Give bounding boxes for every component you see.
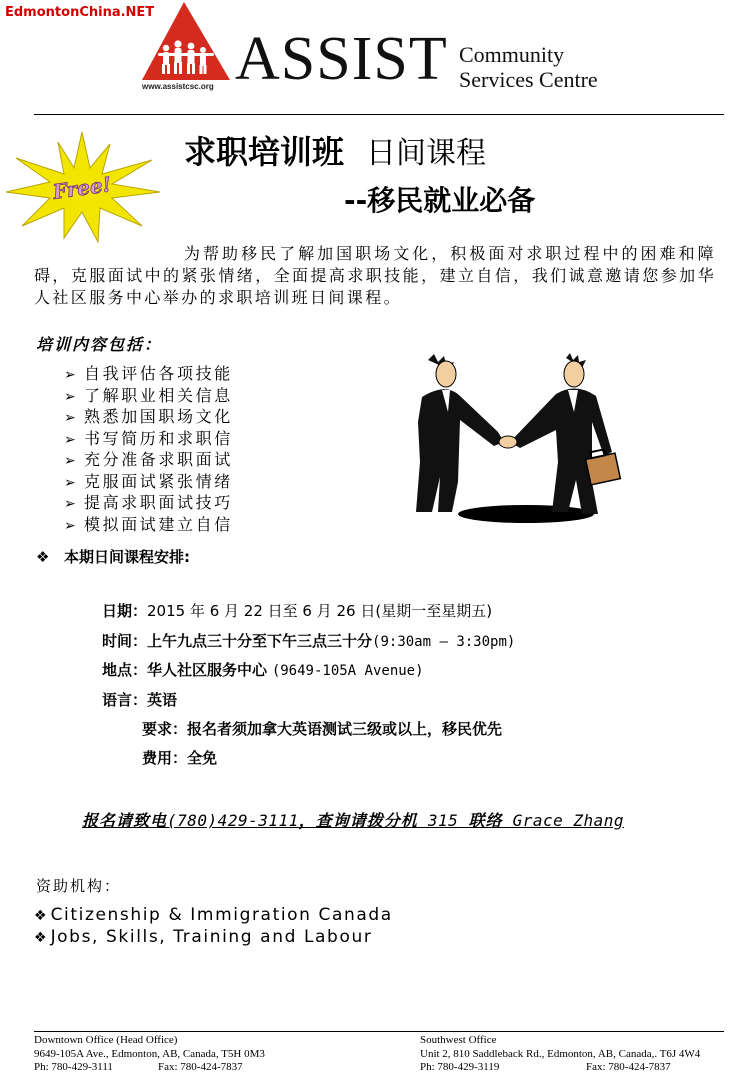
fee-label: 费用： — [142, 749, 188, 767]
list-item: ➢ 书写简历和求职信 — [64, 429, 233, 451]
date-label: 日期： — [102, 602, 148, 620]
footer-southwest-phone: Ph: 780-429-3119 — [420, 1061, 500, 1073]
place-label: 地点： — [102, 661, 148, 679]
list-item: ➢ 自我评估各项技能 — [64, 364, 233, 386]
schedule-fee-row — [142, 748, 217, 768]
list-item: ➢ 充分准备求职面试 — [64, 450, 233, 472]
footer-downtown-fax: Fax: 780-424-7837 — [158, 1061, 243, 1073]
diamond-bullet-icon: ❖ — [36, 548, 50, 566]
footer-southwest-fax: Fax: 780-424-7837 — [586, 1061, 671, 1073]
fee-value: 全免 — [187, 749, 218, 767]
date-value: 2015 年 6 月 22 日至 6 月 26 日(星期一至星期五) — [147, 602, 493, 620]
requirement-value: 报名者须加拿大英语测试三级或以上，移民优先 — [187, 720, 503, 738]
page-title-sub: 日间课程 — [366, 136, 487, 171]
page-title-main: 求职培训班 — [184, 133, 345, 171]
logo-name: ASSIST — [235, 25, 448, 93]
schedule-date-row — [102, 601, 492, 621]
logo-subtitle-line1: Community — [459, 42, 565, 67]
place-address: (9649-105A Avenue) — [271, 663, 424, 679]
arrow-bullet-icon: ➢ — [64, 431, 76, 448]
language-label: 语言： — [102, 691, 148, 709]
contact-extension: 315 — [417, 811, 469, 830]
footer-downtown-phone: Ph: 780-429-3111 — [34, 1061, 113, 1073]
site-watermark: EdmontonChina.NET — [5, 5, 155, 20]
list-item: ➢ 模拟面试建立自信 — [64, 515, 233, 537]
list-item: ❖ Citizenship & Immigration Canada — [34, 905, 393, 925]
arrow-bullet-icon: ➢ — [64, 496, 76, 512]
footer-divider — [34, 1031, 724, 1032]
contact-line: 报名请致电(780)429-3111，查询请拨分机 315 联络 Grace Zhang — [82, 811, 625, 830]
list-item: ➢ 了解职业相关信息 — [64, 386, 233, 408]
arrow-bullet-icon: ➢ — [64, 517, 76, 534]
time-value-numeric: (9:30am – 3:30pm) — [372, 634, 516, 650]
language-value: 英语 — [147, 691, 178, 709]
schedule-time-row — [102, 631, 515, 652]
page-subtitle: --移民就业必备 — [344, 184, 536, 217]
page-title — [184, 132, 486, 174]
header-divider — [34, 114, 724, 115]
schedule-requirement-row — [142, 719, 502, 739]
logo-subtitle-line2: Services Centre — [459, 67, 598, 92]
free-badge-icon — [2, 130, 162, 245]
list-item: ➢ 克服面试紧张情绪 — [64, 472, 233, 494]
logo-subtitle — [459, 42, 598, 92]
intro-paragraph: 为帮助移民了解加国职场文化，积极面对求职过程中的困难和障碍，克服面试中的紧张情绪，全面提高求职技能，建立自信，我们诚意邀请您参加华人社区服务中心举办的求职培训班日间课程。 — [34, 244, 716, 307]
arrow-bullet-icon: ➢ — [64, 410, 76, 426]
training-title: 培训内容包括： — [36, 335, 163, 354]
handshake-illustration-icon — [408, 352, 628, 532]
arrow-bullet-icon: ➢ — [64, 453, 76, 469]
free-badge-text: Free! — [51, 172, 113, 204]
arrow-bullet-icon: ➢ — [64, 474, 76, 491]
schedule-place-row — [102, 660, 424, 681]
contact-phone: (780)429-3111 — [167, 811, 299, 830]
arrow-bullet-icon: ➢ — [64, 388, 76, 405]
list-item: ❖ Jobs, Skills, Training and Labour — [34, 927, 373, 947]
diamond-bullet-icon: ❖ — [34, 930, 47, 946]
schedule-title: ❖ 本期日间课程安排: — [36, 548, 190, 566]
requirement-label: 要求： — [142, 720, 188, 738]
footer-southwest-office: Southwest Office Unit 2, 810 Saddleback Rd., Edmonton, AB, Canada,. T6J 4W4 Ph: 780-429-3119 Fax: 780-424-7837 — [420, 1034, 701, 1073]
list-item: ➢ 熟悉加国职场文化 — [64, 407, 233, 429]
place-value: 华人社区服务中心 — [147, 661, 268, 679]
schedule-language-row — [102, 690, 177, 710]
list-item: ➢ 提高求职面试技巧 — [64, 493, 233, 515]
sponsor-title: 资助机构： — [36, 877, 122, 895]
training-list — [64, 364, 233, 536]
contact-name: Grace Zhang — [502, 811, 625, 830]
sponsor-list — [34, 905, 393, 949]
footer-downtown-office: Downtown Office (Head Office) 9649-105A Ave., Edmonton, AB, Canada, T5H 0M3 Ph: 780-429-3111 Fax: 780-424-7837 — [34, 1034, 265, 1073]
diamond-bullet-icon: ❖ — [34, 908, 47, 924]
logo-url: www.assistcsc.org — [142, 82, 214, 91]
assist-logo-icon — [140, 0, 232, 92]
time-value: 上午九点三十分至下午三点三十分 — [147, 632, 373, 650]
time-label: 时间： — [102, 632, 148, 650]
arrow-bullet-icon: ➢ — [64, 367, 76, 383]
